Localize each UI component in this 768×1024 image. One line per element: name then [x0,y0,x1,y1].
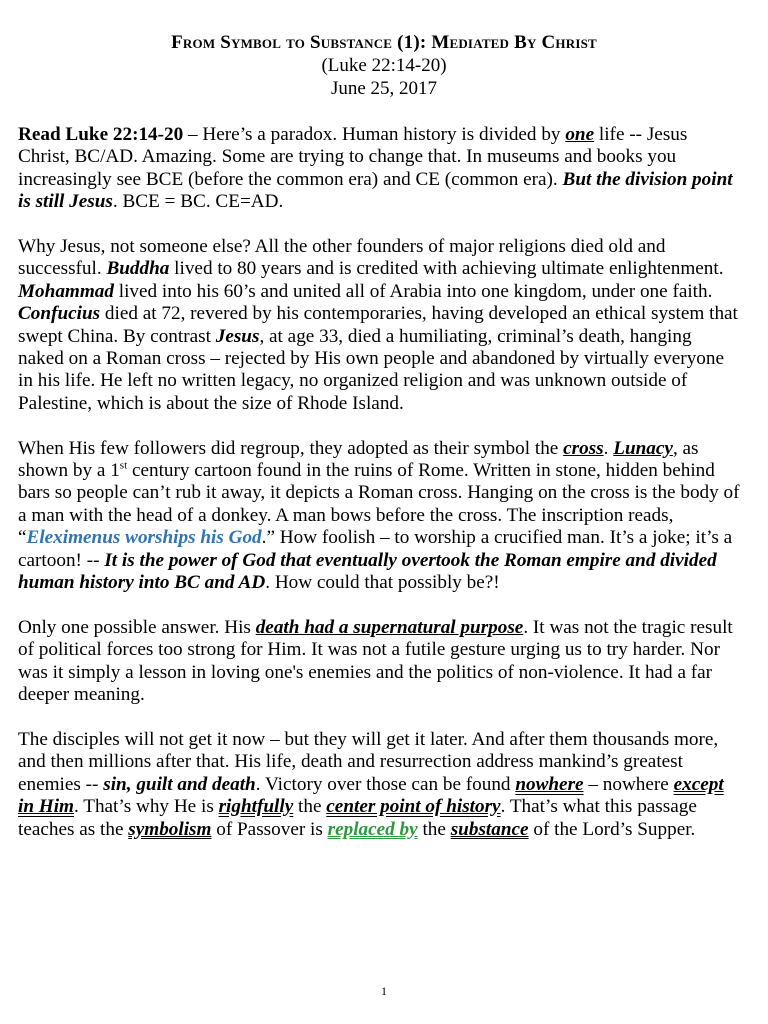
text-run: – nowhere [583,773,674,795]
paragraph-2 [18,236,740,415]
text-run: Only one possible answer. His [18,616,256,638]
emphasis-confucius: Confucius [18,303,101,325]
text-run: . BCE = BC. CE=AD. [112,191,284,213]
paragraph-4 [18,617,740,707]
emphasis-nowhere: nowhere [515,773,584,795]
emphasis-buddha: Buddha [106,258,170,280]
text-run: the [293,796,327,818]
page-number: 1 [381,984,387,998]
text-run: lived into his 60’s and united all of Arabia into one kingdom, under one faith. [113,280,713,302]
emphasis-death-purpose: death had a supernatural purpose [255,616,524,638]
text-run: life -- Jesus Christ, BC/AD. Amazing. Some are trying to change that. In museums and books you increasingly see BCE (before the common era) and CE (common era). [18,124,688,190]
text-run: the [417,818,451,840]
paragraph-1 [18,124,740,214]
text-run: century cartoon found in the ruins of Rome. Written in stone, hidden behind bars so people can’t rub it away, it depicts a Roman cross. Hanging on the cross is the body of a man with the head of a donkey. A man bows before the cross. The inscription reads, “ [18,460,740,549]
text-run: The disciples will not get it now – but they will get it later. And after them thousands more, and then millions after that. His life, death and resurrection address mankind’s greatest enemies -- [18,728,719,795]
emphasis-center-point: center point of history [326,796,501,818]
emphasis-except-in-him: except in Him [18,773,724,818]
text-run: Why Jesus, not someone else? All the other founders of major religions died old and successful. [18,236,666,280]
text-run: died at 72, revered by his contemporaries, having developed an ethical system that swept China. By contrast [18,303,738,347]
emphasis-rightfully: rightfully [218,796,294,818]
text-run: , as shown by a 1 [18,437,699,482]
text-run: When His few followers did regroup, they adopted as their symbol the [18,437,564,459]
emphasis-replaced-by: replaced by [327,818,418,840]
emphasis-substance: substance [450,818,529,840]
scripture-reference: (Luke 22:14-20) [321,55,447,76]
text-run: . [603,437,614,459]
emphasis-mohammad: Mohammad [18,280,114,302]
emphasis-one: one [565,124,595,145]
text-run: of Passover is [211,818,328,840]
paragraph-5 [18,729,740,841]
emphasis-jesus: Jesus [215,325,260,347]
paragraph-3 [18,438,740,595]
text-run: . That’s why He is [73,796,219,818]
text-run: . Victory over those can be found [255,773,516,795]
read-lead: Read Luke 22:14-20 [18,124,184,145]
text-run: . That’s what this passage teaches as the [18,796,697,840]
ordinal-suffix: st [119,459,128,472]
emphasis-enemies: sin, guilt and death [103,773,256,795]
document-body [18,124,740,863]
sermon-date: June 25, 2017 [330,78,438,99]
text-run: .” How foolish – to worship a crucified man. It’s a joke; it’s a cartoon! -- [18,527,733,571]
emphasis-cross: cross [563,437,604,459]
text-run: lived to 80 years and is credited with achieving ultimate enlightenment. [169,258,724,280]
emphasis-power-of-god: It is the power of God that eventually overtook the Roman empire and divided human history into BC and AD [18,549,717,594]
text-run: . It was not the tragic result of political forces too strong for Him. It was not a futile gesture urging us to try harder. Nor was it simply a lesson in loving one's enemies and the politics of non-violence. It had a far deeper meaning. [18,616,733,706]
emphasis-symbolism: symbolism [128,818,212,840]
inscription-quote: Eleximenus worships his God [26,527,262,549]
text-run: , at age 33, died a humiliating, criminal’s death, hanging naked on a Roman cross – rejected by His own people and abandoned by virtually everyone in his life. He left no written legacy, no organized religion and was unknown outside of Palestine, which is about the size of Rhode Island. [18,325,724,414]
page-title: From Symbol to Substance (1): Mediated By Christ [171,32,597,53]
emphasis-lunacy: Lunacy [613,437,673,459]
text-run: – Here’s a paradox. Human history is divided by [183,124,566,145]
text-run: of the Lord’s Supper. [528,818,696,840]
text-run: . How could that possibly be?! [265,572,500,594]
emphasis-division: But the division point is still Jesus [18,168,733,213]
